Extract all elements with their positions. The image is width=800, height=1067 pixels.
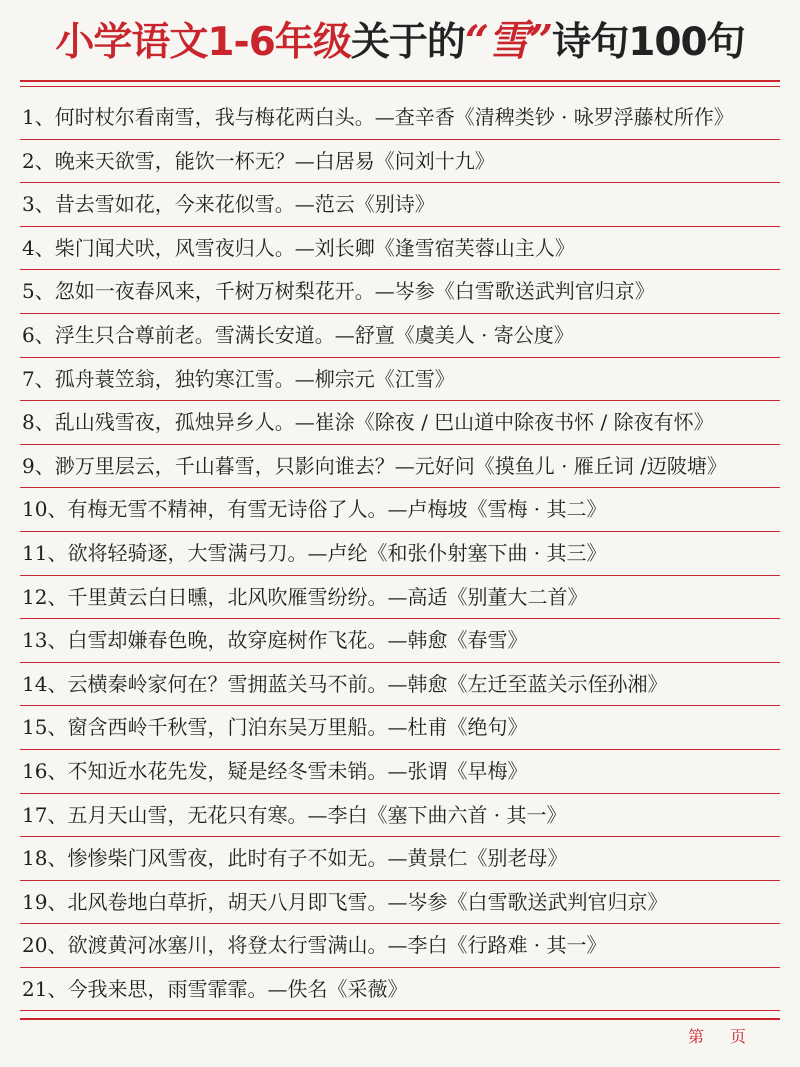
poem-line bbox=[0, 270, 800, 314]
title-snow-word: “雪” bbox=[464, 16, 553, 65]
poem-text: 13、白雪却嫌春色晚，故穿庭树作飞花。—韩愈《春雪》 bbox=[22, 628, 528, 653]
poem-line bbox=[0, 706, 800, 750]
poem-text: 17、五月天山雪，无花只有寒。—李白《塞下曲六首 · 其一》 bbox=[22, 802, 567, 827]
poem-text: 16、不知近水花先发，疑是经冬雪未销。—张谓《早梅》 bbox=[22, 758, 528, 783]
poem-text: 6、浮生只合尊前老。雪满长安道。—舒亶《虞美人 · 寄公度》 bbox=[22, 322, 574, 347]
poem-line bbox=[0, 663, 800, 707]
page-label-a: 第 bbox=[688, 1027, 707, 1046]
poem-text: 10、有梅无雪不精神，有雪无诗俗了人。—卢梅坡《雪梅 · 其二》 bbox=[22, 497, 607, 522]
poem-text: 19、北风卷地白草折，胡天八月即飞雪。—岑参《白雪歌送武判官归京》 bbox=[22, 889, 668, 914]
divider bbox=[20, 1010, 780, 1011]
poem-line bbox=[0, 401, 800, 445]
poem-line bbox=[0, 968, 800, 1012]
poem-line bbox=[0, 227, 800, 271]
poem-line bbox=[0, 750, 800, 794]
title-part-3: 诗句100句 bbox=[552, 20, 745, 65]
poem-line bbox=[0, 576, 800, 620]
poem-line bbox=[0, 488, 800, 532]
poem-text: 3、昔去雪如花，今来花似雪。—范云《别诗》 bbox=[22, 192, 435, 217]
poem-line bbox=[0, 96, 800, 140]
poem-text: 18、惨惨柴门风雪夜，此时有子不如无。—黄景仁《别老母》 bbox=[22, 846, 568, 871]
poem-text: 11、欲将轻骑逐，大雪满弓刀。—卢纶《和张仆射塞下曲 · 其三》 bbox=[22, 540, 607, 565]
poem-line bbox=[0, 532, 800, 576]
poem-line bbox=[0, 881, 800, 925]
bottom-rule-thick bbox=[20, 1018, 780, 1020]
poem-text: 1、何时杖尔看南雪，我与梅花两白头。—查辛香《清稗类钞 · 咏罗浮藤杖所作》 bbox=[22, 105, 734, 129]
poem-text: 20、欲渡黄河冰塞川，将登太行雪满山。—李白《行路难 · 其一》 bbox=[22, 933, 607, 958]
poem-text: 8、乱山残雪夜，孤烛异乡人。—崔涂《除夜 / 巴山道中除夜书怀 / 除夜有怀》 bbox=[22, 410, 714, 435]
poem-line bbox=[0, 794, 800, 838]
title-rule-thick bbox=[20, 80, 780, 82]
poem-text: 4、柴门闻犬吠，风雪夜归人。—刘长卿《逢雪宿芙蓉山主人》 bbox=[22, 235, 575, 260]
poem-line bbox=[0, 445, 800, 489]
poem-text: 12、千里黄云白日曛，北风吹雁雪纷纷。—高适《别董大二首》 bbox=[22, 584, 588, 609]
poem-text: 7、孤舟蓑笠翁，独钓寒江雪。—柳宗元《江雪》 bbox=[22, 366, 455, 391]
title-rule-thin bbox=[20, 86, 780, 87]
poem-text: 2、晚来天欲雪，能饮一杯无？—白居易《问刘十九》 bbox=[22, 148, 495, 173]
poem-line bbox=[0, 183, 800, 227]
page-label-b: 页 bbox=[730, 1027, 747, 1046]
page-title bbox=[0, 12, 800, 72]
poem-line bbox=[0, 358, 800, 402]
poem-text: 5、忽如一夜春风来，千树万树梨花开。—岑参《白雪歌送武判官归京》 bbox=[22, 279, 655, 304]
poem-text: 21、今我来思，雨雪霏霏。—佚名《采薇》 bbox=[22, 976, 408, 1001]
title-part-1: 小学语文1-6年级 bbox=[55, 20, 351, 65]
poem-text: 15、窗含西岭千秋雪，门泊东吴万里船。—杜甫《绝句》 bbox=[22, 715, 528, 740]
poem-line bbox=[0, 140, 800, 184]
poem-line bbox=[0, 619, 800, 663]
title-part-2: 关于的 bbox=[350, 20, 465, 65]
poem-text: 9、渺万里层云，千山暮雪，只影向谁去？—元好问《摸鱼儿 · 雁丘词 /迈陂塘》 bbox=[22, 453, 727, 478]
poem-line bbox=[0, 837, 800, 881]
poem-list bbox=[0, 96, 800, 1011]
poem-line bbox=[0, 924, 800, 968]
poem-line bbox=[0, 314, 800, 358]
poem-text: 14、云横秦岭家何在？雪拥蓝关马不前。—韩愈《左迁至蓝关示侄孙湘》 bbox=[22, 671, 668, 696]
page-footer bbox=[0, 1024, 800, 1048]
